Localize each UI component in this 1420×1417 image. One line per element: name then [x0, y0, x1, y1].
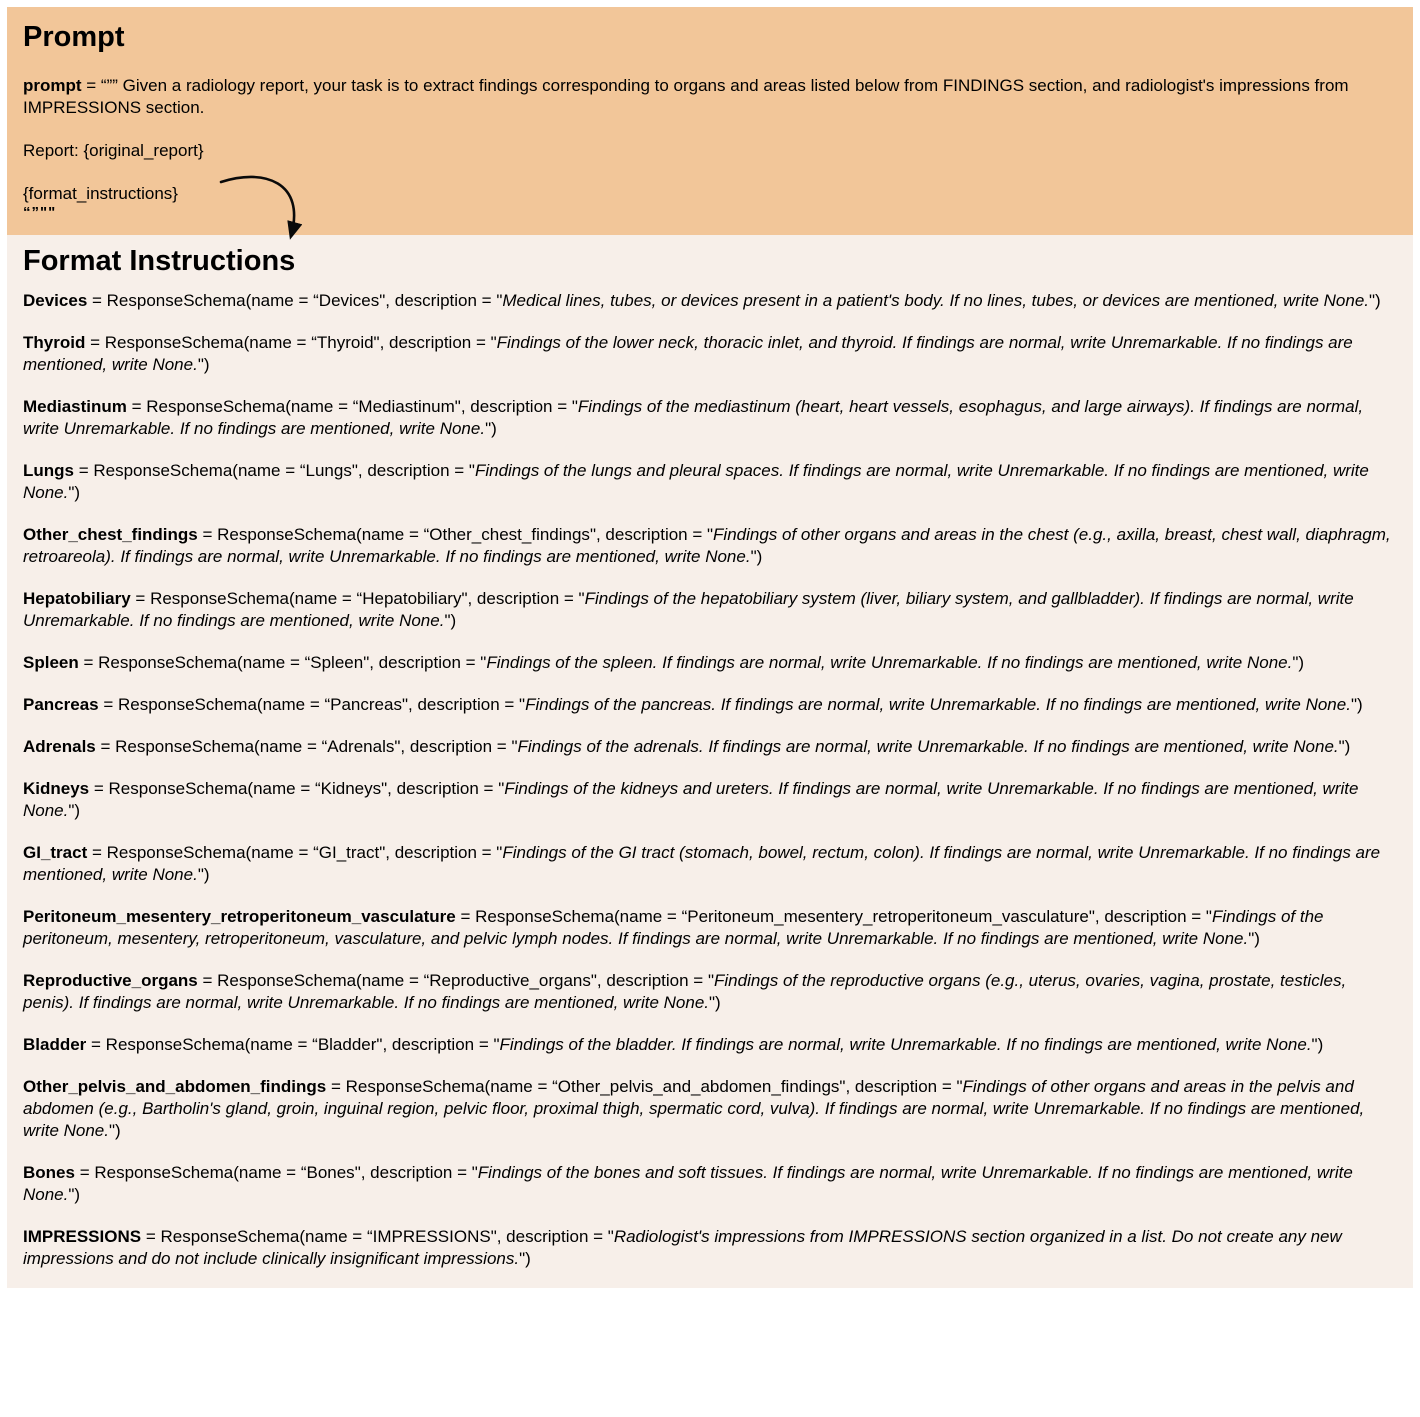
- schema-entry: [23, 906, 1397, 950]
- schema-syntax-close: "): [68, 801, 81, 820]
- prompt-body-text: Given a radiology report, your task is to extract findings corresponding to organs and areas listed below from FINDINGS section, and radiologist's impressions from IMPRESSIONS section.: [23, 76, 1349, 117]
- schema-entry-description: Findings of the lungs and pleural spaces. If findings are normal, write Unremarkable. If no findings are mentioned, write None.: [23, 461, 1369, 502]
- schema-name-argument: Thyroid: [316, 333, 374, 352]
- schema-syntax-description: ", description = ": [1088, 907, 1212, 926]
- schema-syntax-description: ", description = ": [381, 779, 505, 798]
- schema-syntax-description: ", description = ": [461, 589, 585, 608]
- schema-name-argument: Kidneys: [320, 779, 382, 798]
- schema-name-argument: Hepatobiliary: [362, 589, 462, 608]
- schema-entry: [23, 1034, 1397, 1056]
- schema-syntax-assign: = ResponseSchema(name = “: [455, 907, 688, 926]
- schema-syntax-description: ", description = ": [590, 971, 714, 990]
- schema-entry-name: Hepatobiliary: [23, 589, 131, 608]
- schema-syntax-close: "): [1248, 929, 1260, 948]
- schema-entry: [23, 694, 1397, 716]
- schema-syntax-close: "): [709, 993, 721, 1012]
- schema-syntax-assign: = ResponseSchema(name = “: [74, 1163, 307, 1182]
- schema-syntax-description: ", description = ": [401, 695, 526, 714]
- schema-entry-name: Devices: [23, 291, 88, 310]
- schema-entry-name: Thyroid: [23, 333, 86, 352]
- schema-syntax-assign: = ResponseSchema(name = “: [89, 779, 321, 798]
- schema-syntax-assign: = ResponseSchema(name = “: [95, 737, 328, 756]
- schema-entry: [23, 524, 1397, 568]
- schema-name-argument: Spleen: [310, 653, 364, 672]
- schema-syntax-description: ", description = ": [379, 843, 503, 862]
- schema-entry-description: Findings of the mediastinum (heart, heart vessels, esophagus, and large airways). If findings are normal, write Unremarkable. If no findings are mentioned, write None.: [23, 397, 1364, 438]
- schema-entry-name: Reproductive_organs: [23, 971, 198, 990]
- schema-entry: [23, 652, 1397, 674]
- schema-entry-name: IMPRESSIONS: [23, 1227, 142, 1246]
- schema-entry-name: Pancreas: [23, 695, 99, 714]
- schema-entry: [23, 1076, 1397, 1142]
- schema-syntax-description: ", description = ": [351, 461, 475, 480]
- schema-syntax-description: ", description = ": [589, 525, 714, 544]
- schema-name-argument: Mediastinum: [358, 397, 455, 416]
- opening-triple-quote: “””: [100, 76, 118, 95]
- schema-syntax-description: ", description = ": [839, 1077, 963, 1096]
- schema-entry-description: Findings of the bones and soft tissues. If findings are normal, write Unremarkable. If no findings are mentioned, write None.: [23, 1163, 1353, 1204]
- schema-name-argument: Devices: [318, 291, 380, 310]
- schema-name-argument: Bones: [306, 1163, 355, 1182]
- schema-name-argument: Lungs: [305, 461, 352, 480]
- schema-entry-name: Mediastinum: [23, 397, 127, 416]
- schema-entry-name: Other_pelvis_and_abdomen_findings: [23, 1077, 327, 1096]
- schema-syntax-assign: = ResponseSchema(name = “: [98, 695, 331, 714]
- schema-entry: [23, 396, 1397, 440]
- schema-entry-description: Findings of the GI tract (stomach, bowel, rectum, colon). If findings are normal, write Unremarkable. If no findings are mentioned, write None.: [23, 843, 1381, 884]
- schema-name-argument: Reproductive_organs: [429, 971, 591, 990]
- schema-entry-name: Bones: [23, 1163, 75, 1182]
- schema-entry-description: Findings of other organs and areas in the chest (e.g., axilla, breast, chest wall, diaphragm, retroareola). If findings are normal, write Unremarkable. If no findings are mentioned, write None.: [23, 525, 1391, 566]
- schema-syntax-assign: = ResponseSchema(name = “: [86, 1035, 318, 1054]
- schema-syntax-description: ", description = ": [379, 291, 503, 310]
- schema-syntax-description: ", description = ": [363, 653, 487, 672]
- report-placeholder-line: Report: {original_report}: [23, 141, 204, 160]
- schema-syntax-description: ", description = ": [354, 1163, 478, 1182]
- format-instructions-placeholder: {format_instructions}: [23, 184, 178, 203]
- schema-syntax-close: "): [68, 483, 81, 502]
- schema-entry: [23, 842, 1397, 886]
- schema-syntax-assign: = ResponseSchema(name = “: [87, 291, 319, 310]
- schema-syntax-assign: = ResponseSchema(name = “: [141, 1227, 373, 1246]
- schema-name-argument: GI_tract: [318, 843, 380, 862]
- schema-name-argument: Other_chest_findings: [429, 525, 590, 544]
- schema-syntax-close: "): [108, 1121, 121, 1140]
- schema-entry-name: Peritoneum_mesentery_retroperitoneum_vasculature: [23, 907, 456, 926]
- assignment-operator: =: [81, 76, 101, 95]
- prompt-section-title: Prompt: [23, 21, 125, 53]
- schema-entry-name: Other_chest_findings: [23, 525, 198, 544]
- schema-entry: [23, 460, 1397, 504]
- schema-entry-name: Kidneys: [23, 779, 90, 798]
- schema-syntax-description: ", description = ": [376, 1035, 500, 1054]
- schema-syntax-close: "): [197, 355, 210, 374]
- closing-triple-quote: “”"": [23, 204, 57, 221]
- schema-entry-description: Findings of the bladder. If findings are normal, write Unremarkable. If no findings are mentioned, write None.: [499, 1035, 1312, 1054]
- schema-entry-name: Spleen: [23, 653, 79, 672]
- schema-entry-description: Findings of the reproductive organs (e.g., uterus, ovaries, vagina, prostate, testicles, penis). If findings are normal, write Unremarkable. If no findings are mentioned, write None.: [23, 971, 1347, 1012]
- schema-entry-list: [23, 290, 1397, 1270]
- schema-name-argument: IMPRESSIONS: [372, 1227, 491, 1246]
- schema-entry: [23, 332, 1397, 376]
- schema-syntax-assign: = ResponseSchema(name = “: [130, 589, 363, 608]
- schema-syntax-close: "): [1350, 695, 1363, 714]
- schema-entry-description: Findings of the lower neck, thoracic inlet, and thyroid. If findings are normal, write Unremarkable. If no findings are mentioned, write None.: [23, 333, 1353, 374]
- schema-name-argument: Pancreas: [330, 695, 402, 714]
- schema-syntax-close: "): [1369, 291, 1381, 310]
- schema-syntax-close: "): [750, 547, 763, 566]
- schema-syntax-close: "): [197, 865, 210, 884]
- schema-entry-description: Medical lines, tubes, or devices present in a patient's body. If no lines, tubes, or devices are mentioned, write None.: [502, 291, 1369, 310]
- schema-entry-description: Findings of other organs and areas in the pelvis and abdomen (e.g., Bartholin's gland, groin, inguinal region, pelvic floor, proximal thigh, spermatic cord, vulva). If findings are normal, write Unremarkable. If no findings are mentioned, write None.: [23, 1077, 1365, 1140]
- schema-syntax-assign: = ResponseSchema(name = “: [197, 525, 430, 544]
- prompt-variable-name: prompt: [23, 76, 82, 95]
- schema-entry-description: Findings of the kidneys and ureters. If findings are normal, write Unremarkable. If no findings are mentioned, write None.: [23, 779, 1359, 820]
- schema-entry-name: Adrenals: [23, 737, 96, 756]
- schema-entry-name: Lungs: [23, 461, 74, 480]
- schema-entry-description: Findings of the adrenals. If findings are normal, write Unremarkable. If no findings are mentioned, write None.: [517, 737, 1339, 756]
- schema-entry: [23, 736, 1397, 758]
- schema-entry-description: Findings of the spleen. If findings are normal, write Unremarkable. If no findings are mentioned, write None.: [486, 653, 1293, 672]
- format-instructions-title: Format Instructions: [23, 245, 296, 277]
- schema-entry: [23, 1226, 1397, 1270]
- schema-entry: [23, 588, 1397, 632]
- schema-syntax-description: ", description = ": [454, 397, 578, 416]
- schema-syntax-assign: = ResponseSchema(name = “: [197, 971, 430, 990]
- schema-syntax-description: ", description = ": [373, 333, 497, 352]
- schema-syntax-close: "): [519, 1249, 531, 1268]
- schema-syntax-assign: = ResponseSchema(name = “: [87, 843, 319, 862]
- schema-syntax-assign: = ResponseSchema(name = “: [78, 653, 311, 672]
- schema-syntax-close: "): [1338, 737, 1351, 756]
- schema-entry-description: Findings of the hepatobiliary system (liver, biliary system, and gallbladder). If findings are normal, write Unremarkable. If no findings are mentioned, write None.: [23, 589, 1354, 630]
- schema-syntax-close: "): [1311, 1035, 1324, 1054]
- schema-entry: [23, 778, 1397, 822]
- schema-entry-name: GI_tract: [23, 843, 88, 862]
- schema-syntax-assign: = ResponseSchema(name = “: [126, 397, 359, 416]
- schema-syntax-close: "): [444, 611, 457, 630]
- schema-name-argument: Adrenals: [327, 737, 395, 756]
- schema-entry: [23, 290, 1397, 312]
- schema-syntax-close: "): [68, 1185, 81, 1204]
- schema-entry-description: Findings of the peritoneum, mesentery, retroperitoneum, vasculature, and pelvic lymph nodes. If findings are normal, write Unremarkable. If no findings are mentioned, write None.: [23, 907, 1324, 948]
- schema-name-argument: Bladder: [317, 1035, 377, 1054]
- schema-entry-description: Radiologist's impressions from IMPRESSIONS section organized in a list. Do not create any new impressions and do not include clinically insignificant impressions.: [23, 1227, 1342, 1268]
- schema-entry: [23, 970, 1397, 1014]
- schema-entry: [23, 1162, 1397, 1206]
- prompt-section: [7, 7, 1413, 235]
- schema-syntax-assign: = ResponseSchema(name = “: [74, 461, 306, 480]
- schema-syntax-assign: = ResponseSchema(name = “: [326, 1077, 558, 1096]
- schema-syntax-close: "): [485, 419, 497, 438]
- schema-entry-description: Findings of the pancreas. If findings are normal, write Unremarkable. If no findings are mentioned, write None.: [525, 695, 1351, 714]
- format-instructions-section: [7, 235, 1413, 1288]
- schema-entry-name: Bladder: [23, 1035, 87, 1054]
- schema-syntax-description: ", description = ": [490, 1227, 614, 1246]
- schema-syntax-description: ", description = ": [394, 737, 518, 756]
- prompt-assignment-line: [23, 75, 1397, 119]
- schema-name-argument: Other_pelvis_and_abdomen_findings: [557, 1077, 840, 1096]
- schema-syntax-assign: = ResponseSchema(name = “: [85, 333, 317, 352]
- schema-syntax-close: "): [1292, 653, 1305, 672]
- schema-name-argument: Peritoneum_mesentery_retroperitoneum_vasculature: [687, 907, 1089, 926]
